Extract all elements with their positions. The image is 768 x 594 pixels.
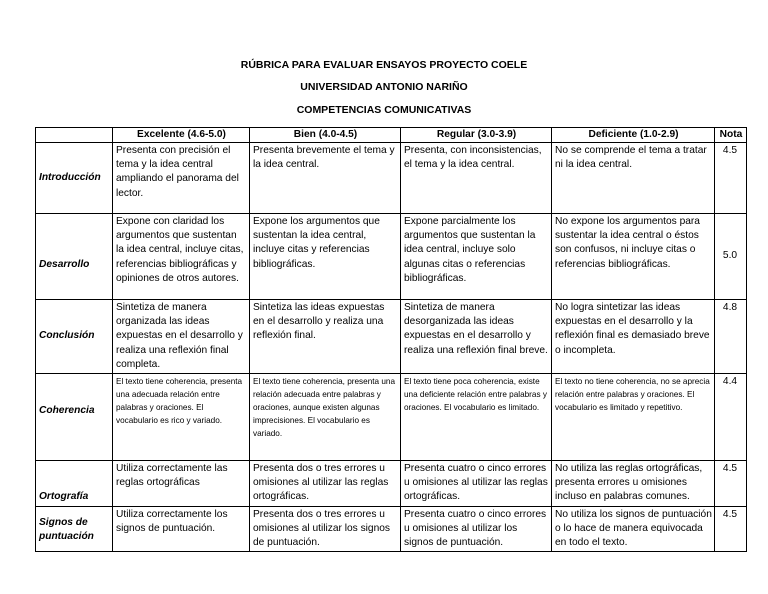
cell-excelente: Expone con claridad los argumentos que sustentan la idea central, incluye citas, referencias bibliográficas y opiniones de otros autores. bbox=[113, 214, 250, 300]
cell-regular: Expone parcialmente los argumentos que sustentan la idea central, incluye solo algunas citas o referencias bibliográficas. bbox=[401, 214, 552, 300]
cell-nota: 4.4 bbox=[715, 374, 747, 461]
table-row-desarrollo bbox=[36, 214, 747, 300]
university-name: UNIVERSIDAD ANTONIO NARIÑO bbox=[300, 81, 468, 93]
document-title: RÚBRICA PARA EVALUAR ENSAYOS PROYECTO COELE bbox=[240, 59, 528, 71]
table-row-ortografia bbox=[36, 461, 747, 507]
cell-deficiente: El texto no tiene coherencia, no se aprecia relación entre palabras y oraciones. El vocabulario es limitado y repetitivo. bbox=[552, 374, 715, 461]
table-row-coherencia bbox=[36, 374, 747, 461]
cell-deficiente: No utiliza los signos de puntuación o lo hace de manera equivocada en todo el texto. bbox=[552, 506, 715, 552]
rubric-table bbox=[35, 127, 747, 552]
cell-deficiente: No utiliza las reglas ortográficas, presenta errores u omisiones incluso en palabras comunes. bbox=[552, 461, 715, 507]
cell-regular: El texto tiene poca coherencia, existe una deficiente relación entre palabras y oraciones. El vocabulario es limitado. bbox=[401, 374, 552, 461]
column-header-excelente: Excelente (4.6-5.0) bbox=[113, 128, 250, 143]
criterion-cell: Introducción bbox=[36, 143, 113, 214]
cell-deficiente: No logra sintetizar las ideas expuestas en el desarrollo y la reflexión final es demasiado breve o incompleta. bbox=[552, 300, 715, 374]
column-header-nota: Nota bbox=[715, 128, 747, 143]
cell-excelente: Utiliza correctamente las reglas ortográficas bbox=[113, 461, 250, 507]
cell-nota: 4.5 bbox=[715, 506, 747, 552]
cell-bien: Presenta dos o tres errores u omisiones al utilizar las reglas ortográficas. bbox=[250, 461, 401, 507]
table-row-introduccion bbox=[36, 143, 747, 214]
cell-nota: 5.0 bbox=[715, 214, 747, 300]
cell-nota: 4.5 bbox=[715, 461, 747, 507]
cell-excelente: Utiliza correctamente los signos de puntuación. bbox=[113, 506, 250, 552]
column-header-criterion bbox=[36, 128, 113, 143]
cell-deficiente: No se comprende el tema a tratar ni la idea central. bbox=[552, 143, 715, 214]
cell-bien: Sintetiza las ideas expuestas en el desarrollo y realiza una reflexión final. bbox=[250, 300, 401, 374]
criterion-cell: Coherencia bbox=[36, 374, 113, 461]
table-row-conclusion bbox=[36, 300, 747, 374]
criterion-cell: Ortografía bbox=[36, 461, 113, 507]
cell-regular: Sintetiza de manera desorganizada las ideas expuestas en el desarrollo y realiza una reflexión final breve. bbox=[401, 300, 552, 374]
cell-regular: Presenta, con inconsistencias, el tema y la idea central. bbox=[401, 143, 552, 214]
table-header-row bbox=[36, 128, 747, 143]
cell-bien: Expone los argumentos que sustentan la idea central, incluye citas y referencias bibliográficas. bbox=[250, 214, 401, 300]
cell-excelente: El texto tiene coherencia, presenta una adecuada relación entre palabras y oraciones. El vocabulario es rico y variado. bbox=[113, 374, 250, 461]
criterion-cell: Desarrollo bbox=[36, 214, 113, 300]
criterion-cell: Signos de puntuación bbox=[36, 506, 113, 552]
cell-excelente: Presenta con precisión el tema y la idea central ampliando el panorama del lector. bbox=[113, 143, 250, 214]
column-header-bien: Bien (4.0-4.5) bbox=[250, 128, 401, 143]
cell-bien: Presenta dos o tres errores u omisiones al utilizar los signos de puntuación. bbox=[250, 506, 401, 552]
criterion-cell: Conclusión bbox=[36, 300, 113, 374]
document-subtitle: COMPETENCIAS COMUNICATIVAS bbox=[296, 104, 472, 116]
cell-deficiente: No expone los argumentos para sustentar la idea central o éstos son confusos, ni incluye citas o referencias bibliográficas. bbox=[552, 214, 715, 300]
cell-regular: Presenta cuatro o cinco errores u omisiones al utilizar las reglas ortográficas. bbox=[401, 461, 552, 507]
cell-nota: 4.8 bbox=[715, 300, 747, 374]
cell-excelente: Sintetiza de manera organizada las ideas expuestas en el desarrollo y realiza una reflexión final completa. bbox=[113, 300, 250, 374]
cell-bien: Presenta brevemente el tema y la idea central. bbox=[250, 143, 401, 214]
cell-nota: 4.5 bbox=[715, 143, 747, 214]
column-header-regular: Regular (3.0-3.9) bbox=[401, 128, 552, 143]
table-row-signos-de-puntuacion bbox=[36, 506, 747, 552]
column-header-deficiente: Deficiente (1.0-2.9) bbox=[552, 128, 715, 143]
cell-bien: El texto tiene coherencia, presenta una relación adecuada entre palabras y oraciones, aunque existen algunas imprecisiones. El vocabulario es variado. bbox=[250, 374, 401, 461]
cell-regular: Presenta cuatro o cinco errores u omisiones al utilizar los signos de puntuación. bbox=[401, 506, 552, 552]
